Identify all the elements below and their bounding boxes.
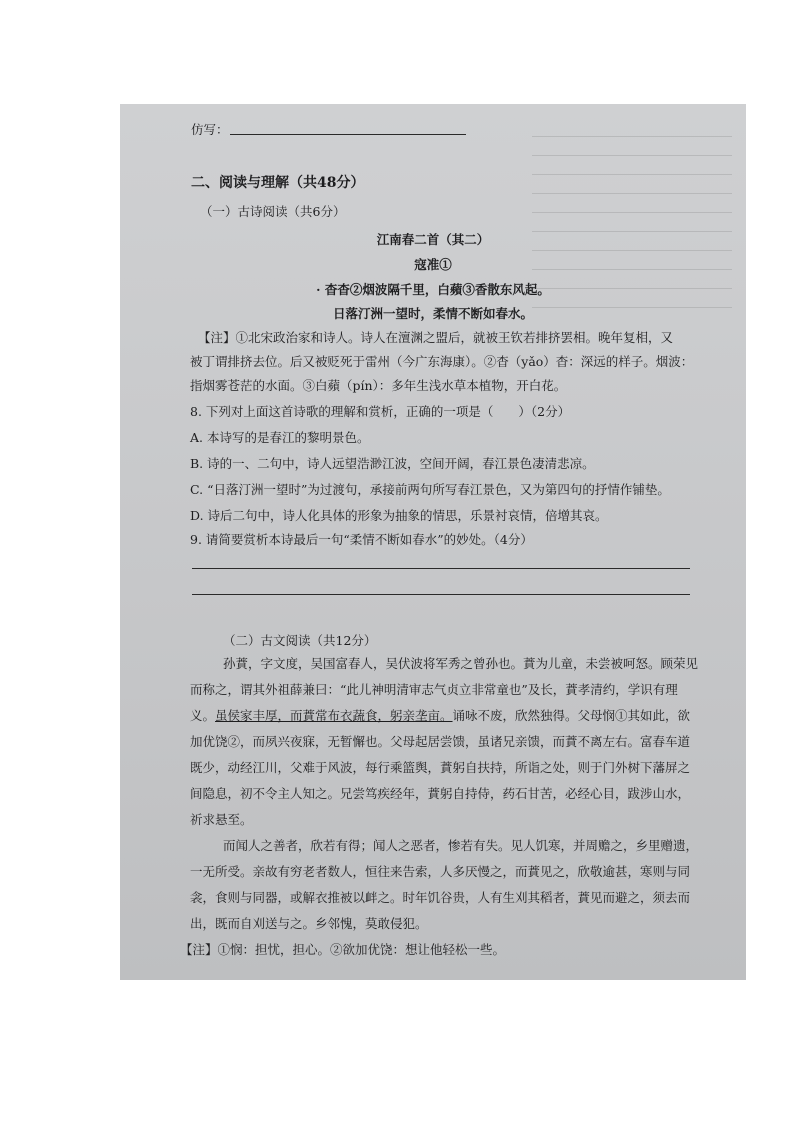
poem-note-line: 被丁谓排挤去位。后又被贬死于雷州（今广东海康）。②杳（yǎo）杳：深远的样子。烟波：	[190, 354, 694, 369]
prose-text: 义。	[190, 708, 216, 723]
scanned-page	[120, 104, 746, 980]
answer-line[interactable]	[192, 568, 690, 569]
poetry-heading: （一）古诗阅读（共6分）	[200, 204, 346, 219]
prose-line: 既少，动经江川，父难于风波，每行乘篮舆，蕡躬自扶持，所诣之处，则于门外树下藩屏之	[190, 760, 691, 775]
option-a[interactable]: A. 本诗写的是春江的黎明景色。	[190, 430, 370, 445]
prose-line	[190, 708, 694, 724]
prose-note: 【注】①悯：担忧，担心。②欲加优饶：想让他轻松一些。	[180, 942, 506, 957]
prose-line: 而闻人之善者，欣若有得；闻人之恶者，惨若有失。见人饥寒，并周赡之，乡里赠遗，	[223, 838, 699, 853]
imitation-answer-line[interactable]	[230, 134, 466, 135]
prose-heading: （二）古文阅读（共12分）	[223, 633, 377, 648]
prose-line: 加优饶②，而夙兴夜寐，无暂懈也。父母起居尝馈，虽诸兄亲馈，而蕡不离左右。富春车道	[190, 734, 691, 749]
poem-note-line: 指烟雾苍茫的水面。③白蘋（pín）：多年生浅水草本植物，开白花。	[190, 378, 567, 393]
option-d[interactable]: D. 诗后二句中，诗人化具体的形象为抽象的情思，乐景衬哀情，倍增其哀。	[190, 508, 608, 523]
option-b[interactable]: B. 诗的一、二句中，诗人远望浩渺江波，空间开阔，春江景色凄清悲凉。	[190, 456, 595, 471]
section-heading: 二、阅读与理解（共48分）	[191, 175, 365, 191]
prose-line: 孙蕡，字文度，吴国富春人，吴伏波将军秀之曾孙也。蕡为儿童，未尝被呵怒。顾荣见	[223, 656, 699, 671]
underlined-sentence: 虽侯家丰厚，而蕡常布衣蔬食，躬亲垄亩。	[215, 708, 453, 723]
prose-line: 间隐息，初不令主人知之。兄尝笃疾经年，蕡躬自持侍，药石甘苦，必经心目，跋涉山水，	[190, 786, 691, 801]
poem-verse-2: 日落汀洲一望时，柔情不断如春水。	[332, 306, 533, 321]
imitation-label: 仿写：	[191, 122, 229, 137]
poem-verse-1: · 杳杳②烟波隔千里，白蘋③香散东风起。	[316, 282, 550, 297]
question-8: 8. 下列对上面这首诗歌的理解和赏析，正确的一项是（ ）（2分）	[190, 404, 571, 419]
answer-line[interactable]	[192, 594, 690, 595]
prose-line: 祈求悬至。	[190, 812, 253, 827]
option-c[interactable]: C. “日落汀洲一望时”为过渡句，承接前两句所写春江景色，又为第四句的抒情作铺垫。	[190, 482, 670, 497]
poem-title: 江南春二首（其二）	[376, 232, 490, 247]
question-9: 9. 请简要赏析本诗最后一句“柔情不断如春水”的妙处。（4分）	[190, 532, 533, 547]
poem-author: 寇准①	[414, 257, 452, 272]
prose-text: 诵咏不废，欣然独得。父母悯①其如此，欲	[452, 708, 691, 723]
poem-note-line: 【注】①北宋政治家和诗人。诗人在澶渊之盟后，就被王钦若排挤罢相。晚年复相，又	[198, 330, 674, 345]
prose-line: 一无所受。亲故有穷老者数人，恒往来告索，人多厌慢之，而蕡见之，欣敬逾甚，寒则与同	[190, 864, 691, 879]
prose-line: 而称之，谓其外祖薛兼曰：“此儿神明清审志气贞立非常童也”及长，蕡孝清约，学识有理	[190, 682, 678, 697]
prose-line: 衾，食则与同器，或解衣推被以衅之。时年饥谷贵，人有生刈其稻者，蕡见而避之，须去而	[190, 890, 691, 905]
prose-line: 出，既而自刈送与之。乡邻愧，莫敢侵犯。	[190, 916, 428, 931]
